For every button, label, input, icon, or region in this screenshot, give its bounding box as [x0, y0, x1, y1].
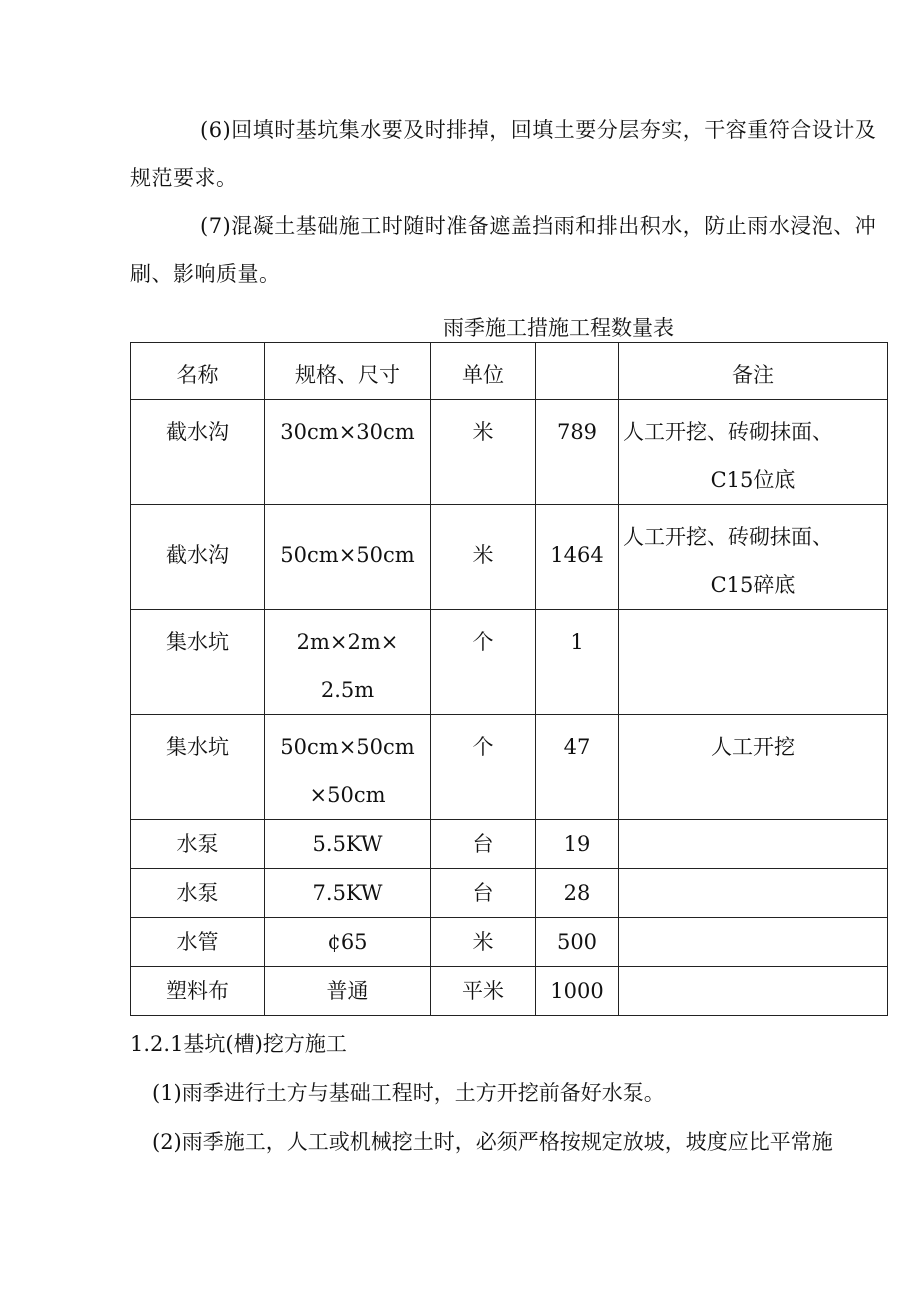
header-spec: 规格、尺寸 [265, 343, 431, 400]
cell-quantity: 1 [536, 610, 619, 715]
cell-note: 人工开挖 [619, 715, 888, 820]
cell-name: 塑料布 [131, 967, 265, 1016]
cell-note [619, 820, 888, 869]
section-item-1: (1)雨季进行土方与基础工程时，土方开挖前备好水泵。 [152, 1081, 665, 1105]
table-header-row [131, 343, 888, 400]
cell-note [619, 610, 888, 715]
cell-unit: 个 [431, 715, 536, 820]
cell-spec: 7.5KW [265, 869, 431, 918]
cell-name: 截水沟 [131, 400, 265, 505]
section-heading: 1.2.1基坑(槽)挖方施工 [130, 1032, 347, 1056]
cell-quantity: 47 [536, 715, 619, 820]
cell-unit: 个 [431, 610, 536, 715]
cell-spec: ¢65 [265, 918, 431, 967]
cell-spec: 50cm×50cm ×50cm [265, 715, 431, 820]
header-note: 备注 [619, 343, 888, 400]
cell-unit: 台 [431, 869, 536, 918]
cell-name: 集水坑 [131, 610, 265, 715]
cell-note: 人工开挖、砖砌抹面、 C15位底 [619, 400, 888, 505]
cell-unit: 米 [431, 505, 536, 610]
cell-spec: 普通 [265, 967, 431, 1016]
cell-spec: 2m×2m× 2.5m [265, 610, 431, 715]
table-row [131, 505, 888, 610]
table-row [131, 715, 888, 820]
section-item-2: (2)雨季施工，人工或机械挖土时，必须严格按规定放坡，坡度应比平常施 [152, 1130, 833, 1154]
table-row [131, 610, 888, 715]
quantity-table [130, 342, 888, 1016]
cell-quantity: 1000 [536, 967, 619, 1016]
cell-name: 水管 [131, 918, 265, 967]
cell-quantity: 1464 [536, 505, 619, 610]
cell-note: 人工开挖、砖砌抹面、 C15碎底 [619, 505, 888, 610]
table-caption: 雨季施工措施工程数量表 [443, 316, 674, 340]
header-quantity [536, 343, 619, 400]
cell-spec: 5.5KW [265, 820, 431, 869]
header-unit: 单位 [431, 343, 536, 400]
cell-spec: 50cm×50cm [265, 505, 431, 610]
cell-name: 水泵 [131, 820, 265, 869]
cell-name: 水泵 [131, 869, 265, 918]
cell-name: 截水沟 [131, 505, 265, 610]
cell-unit: 米 [431, 400, 536, 505]
table-row [131, 820, 888, 869]
table-row [131, 869, 888, 918]
cell-name: 集水坑 [131, 715, 265, 820]
cell-unit: 台 [431, 820, 536, 869]
cell-quantity: 789 [536, 400, 619, 505]
cell-spec: 30cm×30cm [265, 400, 431, 505]
paragraph-7: (7)混凝土基础施工时随时准备遮盖挡雨和排出积水，防止雨水浸泡、冲刷、影响质量。 [130, 214, 877, 286]
cell-unit: 米 [431, 918, 536, 967]
cell-quantity: 500 [536, 918, 619, 967]
table-row [131, 918, 888, 967]
paragraph-6: (6)回填时基坑集水要及时排掉，回填土要分层夯实，干容重符合设计及规范要求。 [130, 118, 877, 190]
cell-quantity: 28 [536, 869, 619, 918]
cell-note [619, 918, 888, 967]
cell-quantity: 19 [536, 820, 619, 869]
table-row [131, 400, 888, 505]
header-name: 名称 [131, 343, 265, 400]
cell-note [619, 869, 888, 918]
cell-unit: 平米 [431, 967, 536, 1016]
table-row [131, 967, 888, 1016]
cell-note [619, 967, 888, 1016]
